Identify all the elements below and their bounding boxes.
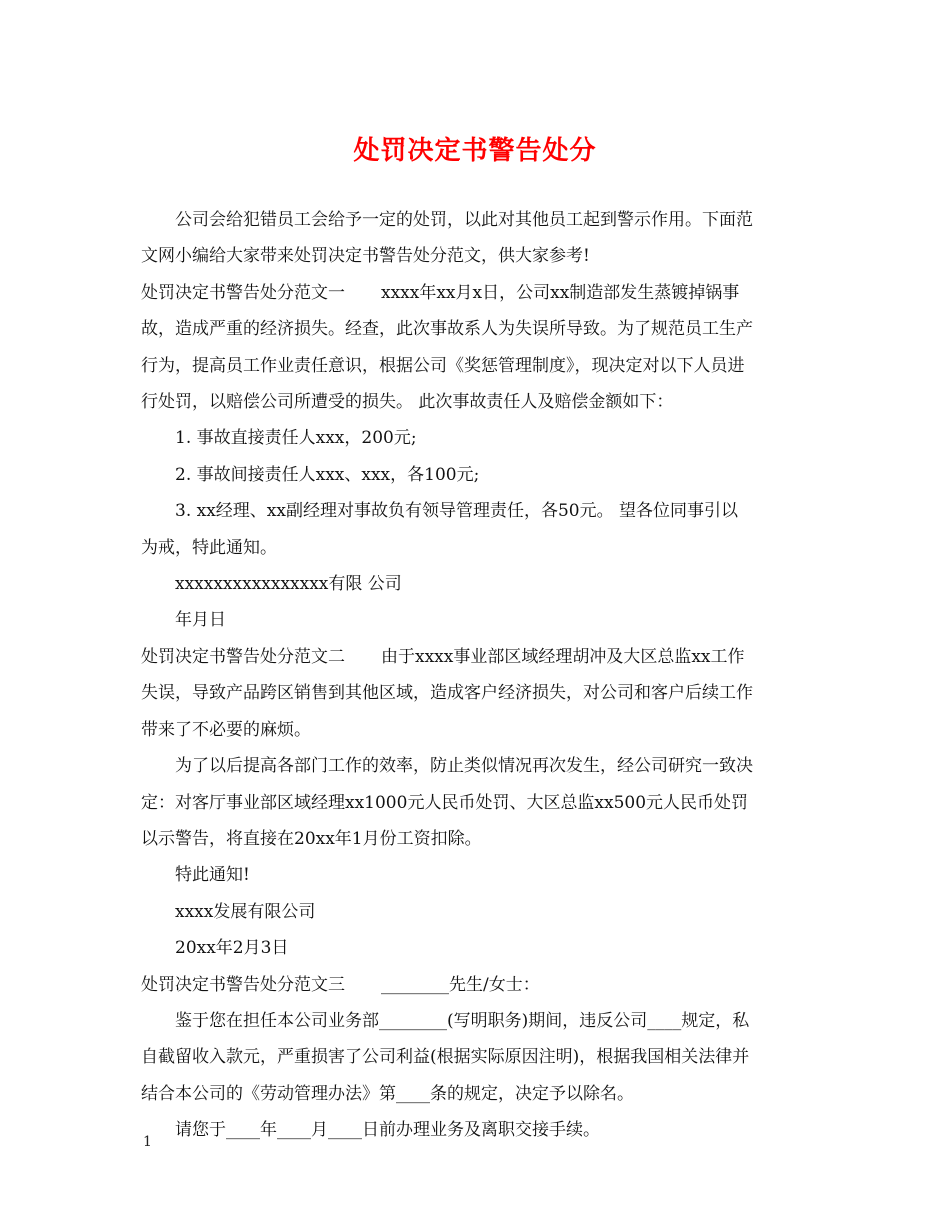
intro-line: 文网小编给大家带来处罚决定书警告处分范文，供大家参考! (141, 246, 590, 267)
list-item: 2. 事故间接责任人xxx、xxx，各100元; (175, 464, 480, 485)
paragraph-line: 自截留收入款元，严重损害了公司利益(根据实际原因注明)，根据我国相关法律并 (141, 1047, 750, 1068)
paragraph-line: 行处罚，以赔偿公司所遭受的损失。 此次事故责任人及赔偿金额如下： (141, 392, 674, 413)
signature-company: xxxx发展有限公司 (175, 901, 316, 922)
sample2-lead: 由于xxxx事业部区域经理胡冲及大区总监xx工作 (381, 646, 745, 667)
sample2-heading: 处罚决定书警告处分范文二 (141, 646, 345, 667)
paragraph-line: 请您于____年____月____日前办理业务及离职交接手续。 (175, 1120, 600, 1141)
sample1-heading: 处罚决定书警告处分范文一 (141, 282, 345, 303)
signature-date: 20xx年2月3日 (175, 938, 289, 959)
document-title: 处罚决定书警告处分 (353, 136, 597, 166)
paragraph-line: 结合本公司的《劳动管理办法》第____条的规定，决定予以除名。 (141, 1083, 634, 1104)
list-item: 1. 事故直接责任人xxx，200元; (175, 428, 417, 449)
paragraph-line: 以示警告，将直接在20xx年1月份工资扣除。 (141, 828, 482, 849)
sample1-lead: xxxx年xx月x日，公司xx制造部发生蒸镀掉锅事 (381, 282, 740, 303)
notice-line: 特此通知! (175, 865, 250, 886)
sample3-first-line (141, 967, 811, 1003)
sample1-first-line (141, 275, 811, 311)
paragraph-line: 失误，导致产品跨区销售到其他区域，造成客户经济损失，对公司和客户后续工作 (141, 683, 753, 704)
page-number: 1 (143, 1134, 152, 1150)
paragraph-line: 鉴于您在担任本公司业务部________(写明职务)期间，违反公司____规定，私 (175, 1010, 750, 1031)
sample3-lead: ________先生/女士： (381, 974, 540, 995)
paragraph-line: 为戒，特此通知。 (141, 537, 277, 558)
signature-date: 年月日 (175, 610, 226, 631)
sample3-heading: 处罚决定书警告处分范文三 (141, 974, 345, 995)
sample2-first-line (141, 639, 811, 675)
paragraph-line: 行为，提高员工作业责任意识，根据公司《奖惩管理制度》，现决定对以下人员进 (141, 355, 745, 376)
paragraph-line: 带来了不必要的麻烦。 (141, 719, 311, 740)
list-item: 3. xx经理、xx副经理对事故负有领导管理责任，各50元。 望各位同事引以 (175, 501, 739, 522)
paragraph-line: 为了以后提高各部门工作的效率，防止类似情况再次发生，经公司研究一致决 (175, 756, 753, 777)
document-body (141, 202, 811, 1149)
signature-company: xxxxxxxxxxxxxxxx有限 公司 (175, 574, 402, 595)
paragraph-line: 定：对客厅事业部区域经理xx1000元人民币处罚、大区总监xx500元人民币处罚 (141, 792, 749, 813)
intro-line: 公司会给犯错员工会给予一定的处罚，以此对其他员工起到警示作用。下面范 (175, 210, 753, 230)
paragraph-line: 故，造成严重的经济损失。经查，此次事故系人为失误所导致。为了规范员工生产 (141, 319, 753, 340)
